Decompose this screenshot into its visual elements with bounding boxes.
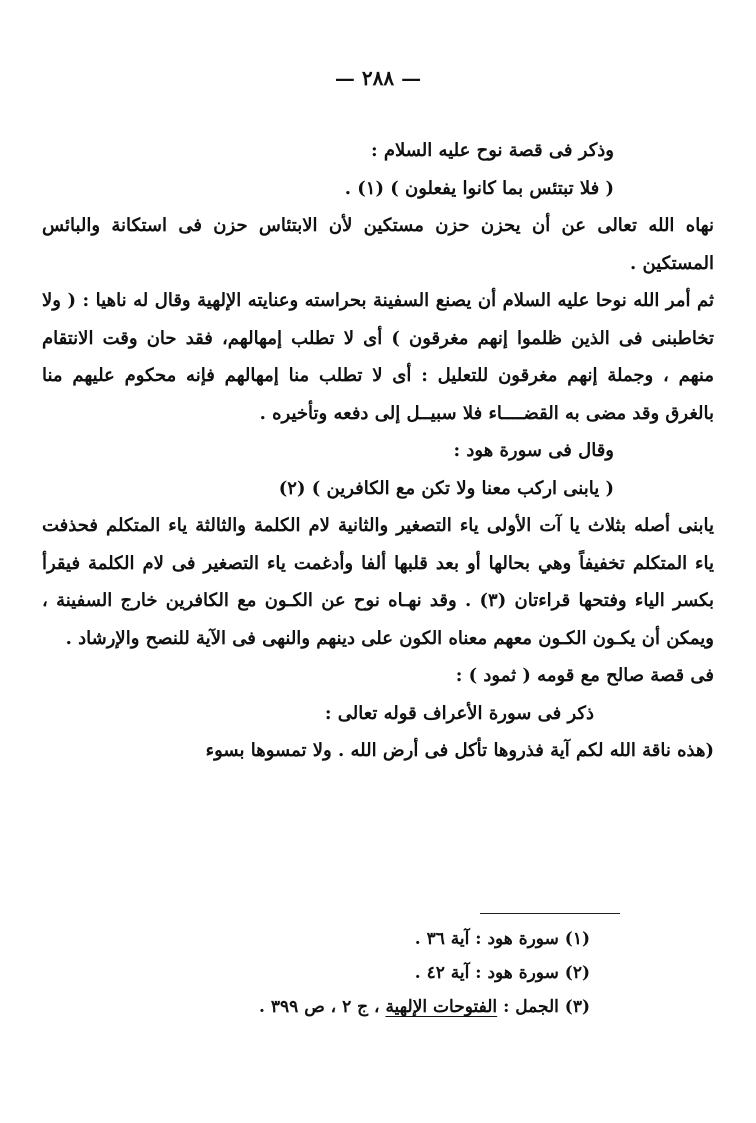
footnote-1: (١) سورة هود : آية ٣٦ .	[414, 929, 590, 949]
verse-quote: ( فلا تبتئس بما كانوا يفعلون ) (١) .	[344, 177, 614, 199]
footnote-3-book-title: الفتوحات الإلهية	[385, 997, 498, 1017]
paragraph: ثم أمر الله نوحا عليه السلام أن يصنع السفينة بحراسته وعنايته الإلهية وقال له ناهيا : ( ولا تخاطبنى فى الذين ظلموا إنهم مغرقون ) أى لا تطلب إمهالهم، فقد حان وقت الانتقام منهم ، وجملة إنهم مغرقون للتعليل : أى لا تطلب منا إمهالهم فإنه محكوم عليهم منا بالغرق وقد مضى به القضــــاء فلا سبيــل إلى دفعه وتأخيره .	[42, 290, 714, 424]
verse-quote: ( يابنى اركب معنا ولا تكن مع الكافرين ) (٢)	[278, 477, 614, 499]
paragraph: نهاه الله تعالى عن أن يحزن حزن مستكين لأن الابتئاس حزن فى استكانة والبائس المستكين .	[42, 215, 714, 274]
paragraph: يابنى أصله بثلاث يا آت الأولى ياء التصغير والثانية لام الكلمة والثالثة ياء المتكلم فحذفت ياء المتكلم تخفيفاً وهي بحالها أو بعد قلبها ألفا وأدغمت ياء التصغير فى لام الكلمة فيقرأ بكسر الياء وفتحها قراءتان (٣) . وقد نهـاه نوح عن الكـون مع الكافرين خارج السفينة ، ويمكن أن يكـون الكـون معهم معناه الكون على دينهم والنهى فى الآية للنصح والإرشاد .	[42, 515, 714, 649]
footnotes	[150, 922, 590, 1024]
footnote-divider	[480, 913, 620, 914]
footnote-3	[150, 990, 590, 1024]
paragraph-noah-intro: وذكر فى قصة نوح عليه السلام :	[370, 140, 614, 161]
footnote-3-suffix: ، ج ٢ ، ص ٣٩٩ .	[259, 997, 386, 1017]
footnote-2: (٢) سورة هود : آية ٤٢ .	[414, 963, 590, 983]
paragraph-araf-intro: ذكر فى سورة الأعراف قوله تعالى :	[324, 702, 594, 724]
verse-quote: (هذه ناقة الله لكم آية فذروها تأكل فى أرض الله . ولا تمسوها بسوء	[205, 740, 714, 761]
footnote-3-prefix: (٣) الجمل :	[497, 997, 590, 1017]
paragraph-hud-intro: وقال فى سورة هود :	[453, 440, 614, 461]
section-heading: فى قصة صالح مع قومه ( ثمود ) :	[455, 665, 714, 686]
page-number: — ٢٨٨ —	[334, 66, 422, 90]
body-text	[42, 132, 714, 770]
